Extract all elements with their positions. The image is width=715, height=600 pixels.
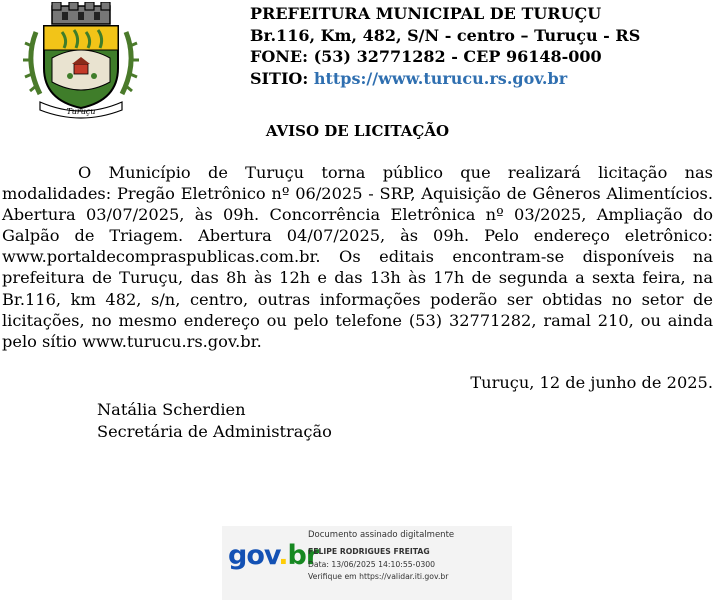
site-line bbox=[250, 68, 640, 90]
signature-verify-link[interactable]: Verifique em https://validar.iti.gov.br bbox=[308, 572, 449, 581]
signature-doc-label: Documento assinado digitalmente bbox=[308, 530, 455, 540]
notice-title: AVISO DE LICITAÇÃO bbox=[265, 122, 450, 140]
digital-signature-stamp bbox=[222, 526, 512, 600]
gov-logo-part-br: br bbox=[287, 540, 319, 571]
signer-role: Secretária de Administração bbox=[97, 422, 332, 441]
municipal-crest-logo bbox=[22, 2, 140, 120]
address-line: Br.116, Km, 482, S/N - centro – Turuçu - RS bbox=[250, 25, 641, 45]
signer-name: Natália Scherdien bbox=[97, 400, 246, 419]
signature-date: Data: 13/06/2025 14:10:55-0300 bbox=[308, 560, 436, 569]
institution-name: PREFEITURA MUNICIPAL DE TURUÇU bbox=[250, 4, 602, 23]
notice-paragraph: O Município de Turuçu torna público que realizará licitação nas modalidades: Pregão Eletrônico nº 06/2025 - SRP, Aquisição de Gêneros Alimentícios. Abertura 03/07/2025, às 09h. Concorrência Eletrônica nº 03/2025, Ampliação do Galpão de Triagem. Abertura 04/07/2025, às 09h. Pelo endereço eletrônico: www.portaldecompraspublicas.com.br. Os editais encontram-se disponíveis na prefeitura de Turuçu, das 8h às 12h e das 13h às 17h de segunda a sexta feira, na Br.116, km 482, s/n, centro, outras informações poderão ser obtidas no setor de licitações, no mesmo endereço ou pelo telefone (53) 32771282, ramal 210, ou ainda pelo sítio www.turucu.rs.gov.br. bbox=[2, 163, 713, 351]
gov-logo-part-gov: gov bbox=[228, 540, 279, 571]
site-link[interactable]: https://www.turucu.rs.gov.br bbox=[313, 68, 568, 88]
gov-logo-part-dot: . bbox=[278, 540, 288, 571]
crest-banner-text: Turuçu bbox=[66, 107, 96, 116]
letterhead bbox=[250, 3, 640, 89]
signature-block bbox=[97, 399, 332, 443]
gov-br-logo bbox=[228, 540, 318, 571]
notice-body bbox=[2, 162, 713, 352]
notice-date: Turuçu, 12 de junho de 2025. bbox=[470, 373, 713, 392]
signature-signer: FELIPE RODRIGUES FREITAG bbox=[308, 547, 430, 556]
phone-line: FONE: (53) 32771282 - CEP 96148-000 bbox=[250, 47, 602, 66]
site-label: SITIO: bbox=[250, 68, 309, 88]
